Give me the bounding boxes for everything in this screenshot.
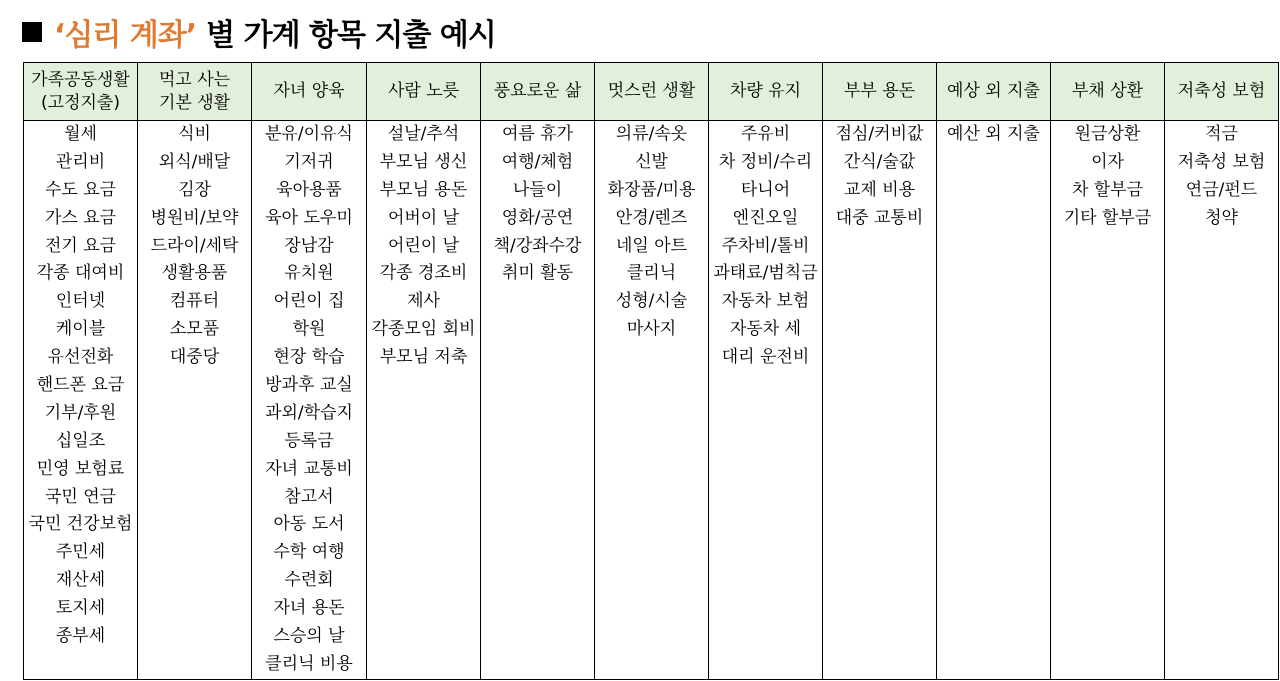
column-cell [1051,121,1165,680]
list-item: 적금 [1205,124,1238,144]
list-item: 전기 요금 [44,235,117,256]
list-item: 식비 [178,124,211,144]
list-item: 의류/속옷 [615,124,688,144]
list-item: 유치원 [284,263,334,284]
list-item: 각종모임 회비 [371,319,476,340]
list-item: 과태료/범칙금 [713,263,818,284]
list-item: 김장 [178,179,211,200]
column-cell [24,121,138,680]
list-item: 원금상환 [1074,124,1141,144]
column-header-label: 저축성 보험 [1177,81,1266,101]
list-item: 핸드폰 요금 [36,375,125,396]
list-item: 취미 활동 [501,263,574,284]
column-cell [823,121,937,680]
list-item: 외식/배달 [158,151,231,172]
column-cell [481,121,595,680]
page-title [22,10,496,54]
list-item: 대중당 [169,347,220,368]
list-item: 케이블 [55,319,106,340]
column-header-label: 사람 노릇 [387,81,460,101]
title-text: 별 가계 항목 지출 예시 [206,18,496,53]
list-item: 자동차 세 [729,319,802,340]
expense-table [23,62,1279,680]
list-item: 방과후 교실 [265,375,353,396]
list-item: 설날/추석 [387,124,460,144]
list-item: 유선전화 [47,347,114,368]
list-item: 연금/펀드 [1185,179,1258,200]
list-item: 신발 [635,151,668,172]
list-item: 부모님 용돈 [379,179,468,200]
list-item: 클리닉 [626,263,677,284]
list-item: 예산 외 지출 [947,124,1040,144]
list-item: 육아 도우미 [265,207,353,228]
column-cell [595,121,709,680]
list-item: 어린이 집 [273,291,345,312]
list-item: 과외/학습지 [265,402,353,423]
list-item: 토지세 [55,598,106,619]
column-header-label: 자녀 양육 [273,81,345,101]
column-header-label: 풍요로운 삶 [493,81,582,101]
list-item: 종부세 [55,626,106,647]
column-header [823,63,937,121]
column-header [252,63,367,121]
list-item: 참고서 [284,486,334,507]
list-item: 수도 요금 [44,179,117,200]
list-item: 마사지 [626,319,677,340]
list-item: 분유/이유식 [265,124,353,144]
column-header [709,63,823,121]
list-item: 컴퓨터 [169,291,220,312]
column-header [1051,63,1165,121]
list-item: 안경/렌즈 [615,207,688,228]
list-item: 장남감 [284,235,334,256]
list-item: 주민세 [55,542,106,563]
list-item: 민영 보험료 [36,458,125,479]
list-item: 타니어 [740,179,791,200]
list-item: 저축성 보험 [1177,151,1266,172]
list-item: 육아용품 [276,179,342,200]
list-item: 국민 건강보험 [28,514,133,535]
list-item: 국민 연금 [44,486,117,507]
list-item: 드라이/세탁 [150,235,239,256]
list-item: 기저귀 [284,151,334,172]
column-header-label: 예상 외 지출 [947,81,1040,101]
list-item: 등록금 [284,430,334,451]
list-item: 제사 [407,291,440,312]
list-item: 인터넷 [55,291,106,312]
list-item: 가스 요금 [44,207,117,228]
column-header [1165,63,1279,121]
column-header-label: 차량 유지 [729,81,802,101]
list-item: 각종 대여비 [36,263,125,284]
list-item: 책/강좌수강 [493,235,582,256]
list-item: 대중 교통비 [835,207,924,228]
list-item: 월세 [64,124,97,144]
list-item: 현장 학습 [273,347,345,368]
list-item: 간식/술값 [843,151,916,172]
list-item: 자동차 보험 [721,291,810,312]
list-item: 여행/체험 [501,151,574,172]
list-item: 기부/후원 [44,402,117,423]
list-item: 관리비 [55,151,106,172]
list-item: 차 정비/수리 [718,151,813,172]
table-header-row [24,63,1279,121]
list-item: 생활용품 [161,263,228,284]
list-item: 차 할부금 [1071,179,1144,200]
list-item: 여름 휴가 [501,124,574,144]
column-header-label: (고정지출) [41,92,120,113]
title-highlight: ‘심리 계좌’ [54,18,197,53]
column-cell [252,121,367,680]
list-item: 십일조 [55,430,106,451]
column-header [138,63,252,121]
list-item: 어버이 날 [387,207,460,228]
column-cell [367,121,481,680]
list-item: 소모품 [169,319,220,340]
list-item: 주유비 [740,124,791,144]
column-header [367,63,481,121]
list-item: 화장품/미용 [607,179,696,200]
column-header-label: 먹고 사는 [158,69,231,90]
list-item: 대리 운전비 [721,347,810,368]
list-item: 이자 [1091,151,1124,172]
list-item: 병원비/보약 [150,207,239,228]
list-item: 청약 [1205,207,1238,228]
list-item: 아동 도서 [273,514,345,535]
column-cell [937,121,1051,680]
list-item: 부모님 저축 [379,347,468,368]
list-item: 어린이 날 [387,235,460,256]
list-item: 기타 할부금 [1063,207,1152,228]
list-item: 자녀 교통비 [265,458,353,479]
list-item: 스승의 날 [273,626,345,647]
list-item: 부모님 생신 [379,151,468,172]
column-header-label: 부채 상환 [1071,81,1144,101]
list-item: 점심/커비값 [835,124,924,144]
list-item: 수학 여행 [273,542,345,563]
column-cell [709,121,823,680]
column-header [595,63,709,121]
black-square-icon [22,22,42,42]
list-item: 영화/공연 [501,207,574,228]
column-header [481,63,595,121]
list-item: 주차비/톨비 [721,235,810,256]
list-item: 각종 경조비 [379,263,468,284]
list-item: 자녀 용돈 [273,598,345,619]
list-item: 재산세 [55,570,106,591]
column-header-label: 멋스런 생활 [607,81,696,101]
column-header [24,63,138,121]
column-header [937,63,1051,121]
list-item: 수련회 [284,570,334,591]
list-item: 학원 [292,319,326,340]
list-item: 네일 아트 [615,235,688,256]
list-item: 나들이 [512,179,563,200]
list-item: 클리닉 비용 [265,653,353,674]
column-cell [1165,121,1279,680]
column-header-label: 기본 생활 [158,92,231,113]
column-cell [138,121,252,680]
column-header-label: 가족공동생활 [31,69,130,90]
list-item: 성형/시술 [615,291,688,312]
column-header-label: 부부 용돈 [843,81,916,101]
table-row [24,121,1279,680]
list-item: 엔진오일 [732,207,799,228]
list-item: 교제 비용 [843,179,916,200]
